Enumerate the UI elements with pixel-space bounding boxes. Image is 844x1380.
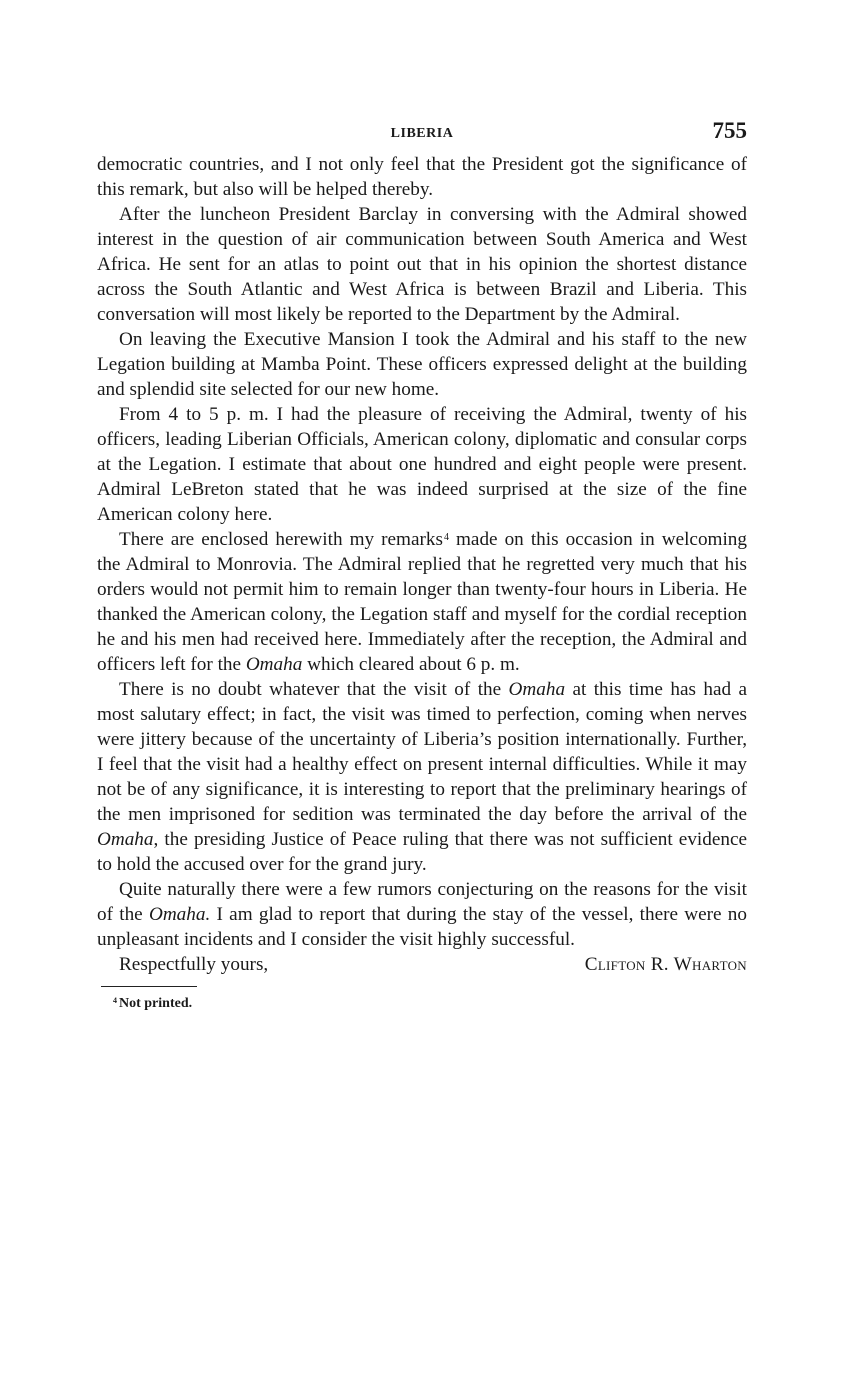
signature: Clifton R. Wharton [584, 954, 747, 975]
paragraph [97, 677, 747, 877]
page-number: 755 [712, 118, 747, 143]
text-run: On leaving the Executive Mansion I took the Admiral and his staff to the new Legation building at Mamba Point. These officers expressed delight at the building and splendid site selected for our new home. [97, 329, 747, 400]
text-run: at this time has had a most salutary effect; in fact, the visit was timed to perfection, coming when nerves were jittery because of the uncertainty of Liberia’s position internationally. Further, I feel that the visit had a healthy effect on present internal difficulties. While it may not be of any significance, it is interesting to report that the preliminary hearings of the men imprisoned for sedition was terminated the day before the arrival of the [97, 679, 747, 825]
footnote [113, 996, 747, 1012]
text-run: democratic countries, and I not only feel that the President got the significance of this remark, but also will be helped thereby. [97, 154, 747, 200]
paragraph [97, 202, 747, 327]
text-run: After the luncheon President Barclay in conversing with the Admiral showed interest in the question of air communication between South America and West Africa. He sent for an atlas to point out that in his opinion the shortest distance across the South Atlantic and West Africa is between Brazil and Liberia. This conversation will most likely be reported to the Department by the Admiral. [97, 204, 747, 325]
ship-name: Omaha [508, 679, 566, 700]
paragraph [97, 327, 747, 402]
paragraph [97, 877, 747, 952]
footnote-divider [101, 986, 197, 987]
text-run: There are enclosed herewith my remarks [119, 529, 443, 550]
paragraph [97, 527, 747, 677]
letter-body [97, 152, 747, 952]
text-run: made on this occasion in welcoming the Admiral to Monrovia. The Admiral replied that he regretted very much that his orders would not permit him to remain longer than twenty-four hours in Liberia. He thanked the American colony, the Legation staff and myself for the cordial reception he and his men had received here. Immediately after the reception, the Admiral and officers left for the [97, 529, 747, 675]
paragraph [97, 152, 747, 202]
document-page [97, 118, 747, 1012]
text-run: I am glad to report that during the stay of the vessel, there were no unpleasant incidents and I consider the visit highly successful. [97, 904, 747, 950]
text-run: which cleared about 6 p. m. [302, 654, 520, 675]
running-head [97, 118, 747, 152]
footnote-text: Not printed. [119, 996, 193, 1011]
salutation: Respectfully yours, [119, 954, 269, 975]
ship-name: Omaha [97, 829, 154, 850]
text-run: There is no doubt whatever that the visit of the [119, 679, 509, 700]
letter-closing [97, 952, 747, 978]
running-title: LIBERIA [390, 126, 454, 141]
ship-name: Omaha. [148, 904, 211, 925]
footnote-marker: 4 [113, 996, 117, 1005]
ship-name: Omaha [245, 654, 303, 675]
text-run: From 4 to 5 p. m. I had the pleasure of receiving the Admiral, twenty of his officers, leading Liberian Officials, American colony, diplomatic and consular corps at the Legation. I estimate that about one hundred and eight people were present. Admiral LeBreton stated that he was indeed surprised at the size of the fine American colony here. [97, 404, 747, 525]
footnote-reference: 4 [443, 532, 449, 543]
text-run: , the presiding Justice of Peace ruling that there was not sufficient evidence to hold the accused over for the grand jury. [97, 829, 747, 875]
paragraph [97, 402, 747, 527]
text-run: Quite naturally there were a few rumors conjecturing on the reasons for the visit of the [97, 879, 747, 925]
